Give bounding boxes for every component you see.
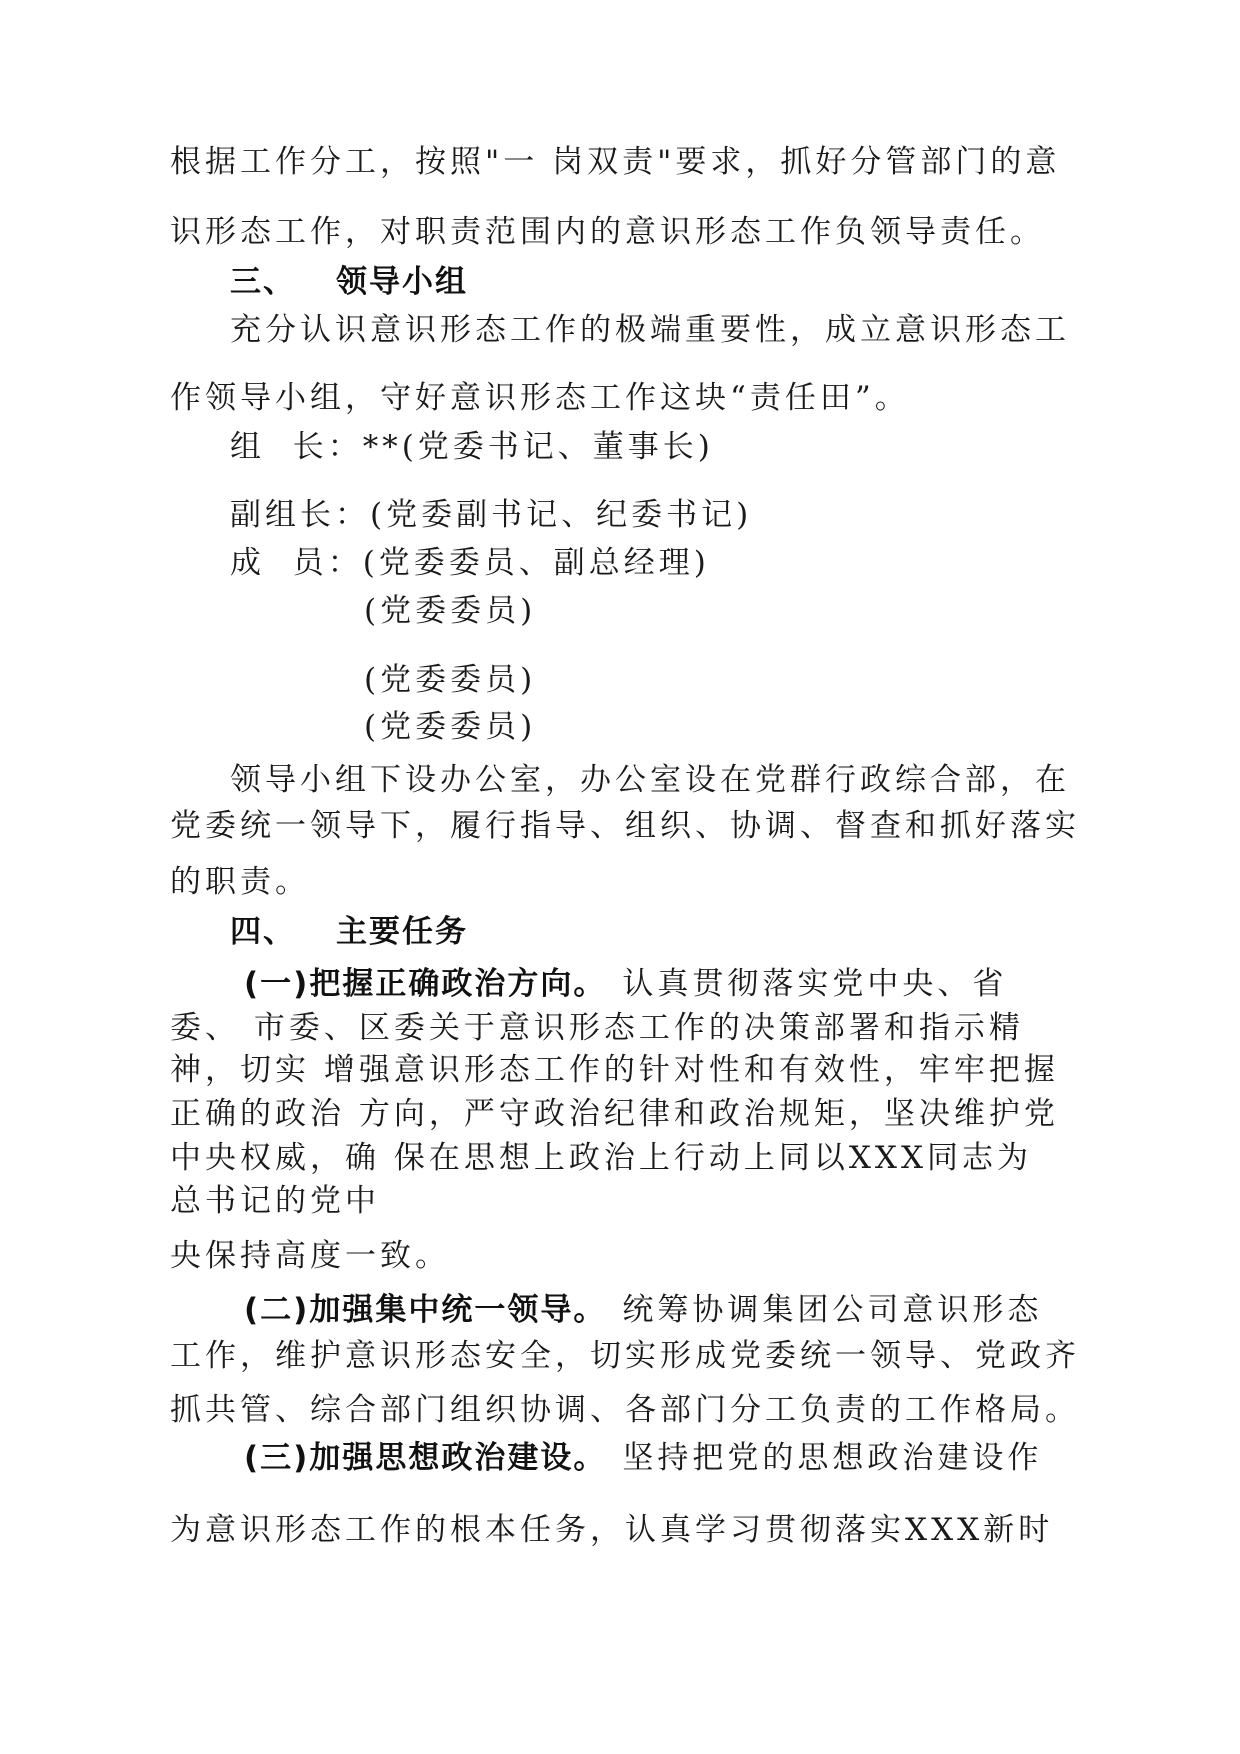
item-heading: (三)加强思想政治建设。 [244,1440,607,1476]
section-title: 主要任务 [336,914,468,950]
members-line: 成 员：(党委委员、副总经理) [230,545,710,581]
item-heading: (二)加强集中统一领导。 [244,1292,607,1328]
paragraph-line: 央保持高度一致。 [170,1238,450,1274]
member-line: (党委委员) [364,709,537,745]
paragraph-line: 识形态工作，对职责范围内的意识形态工作负领导责任。 [170,214,1045,250]
item-first-line [244,964,1007,1004]
leader-line: 组 长：**(党委书记、董事长) [230,429,714,465]
paragraph-line: 工作，维护意识形态安全，切实形成党委统一领导、党政齐 [170,1338,1080,1374]
paragraph-line: 作领导小组，守好意识形态工作这块“责任田”。 [170,380,910,416]
paragraph-line: 神，切实 增强意识形态工作的针对性和有效性，牢牢把握 [170,1052,1059,1088]
paragraph-line: 正确的政治 方向，严守政治纪律和政治规矩，坚决维护党 [170,1096,1059,1132]
section-heading [230,262,468,302]
item-text: 坚持把党的思想政治建设作 [622,1440,1043,1476]
item-first-line [244,1290,1042,1330]
member-line: (党委委员) [364,593,537,629]
section-number: 四、 [230,914,296,950]
deputy-line: 副组长：(党委副书记、纪委书记) [230,497,753,533]
paragraph-line: 为意识形态工作的根本任务，认真学习贯彻落实XXX新时 [170,1512,1054,1548]
paragraph-line: 根据工作分工，按照"一 岗双责"要求，抓好分管部门的意 [170,144,1061,180]
item-heading: (一)把握正确政治方向。 [244,966,607,1002]
paragraph-line: 领导小组下设办公室，办公室设在党群行政综合部，在 [230,762,1070,798]
section-title: 领导小组 [336,264,468,300]
member-line: (党委委员) [364,662,537,698]
paragraph-line: 的职责。 [170,864,310,900]
section-number: 三、 [230,264,296,300]
item-text: 统筹协调集团公司意识形态 [622,1292,1043,1328]
item-first-line [244,1438,1042,1478]
paragraph-line: 抓共管、综合部门组织协调、各部门分工负责的工作格局。 [170,1392,1080,1428]
paragraph-line: 党委统一领导下，履行指导、组织、协调、督查和抓好落实 [170,808,1080,844]
paragraph-line: 中央权威，确 保在思想上政治上行动上同以XXX同志为 [170,1140,1033,1176]
paragraph-line: 委、 市委、区委关于意识形态工作的决策部署和指示精 [170,1010,1024,1046]
paragraph-line: 充分认识意识形态工作的极端重要性，成立意识形态工 [230,312,1070,348]
item-text: 认真贯彻落实党中央、省 [622,966,1008,1002]
section-heading [230,912,468,952]
paragraph-line: 总书记的党中 [170,1183,380,1219]
